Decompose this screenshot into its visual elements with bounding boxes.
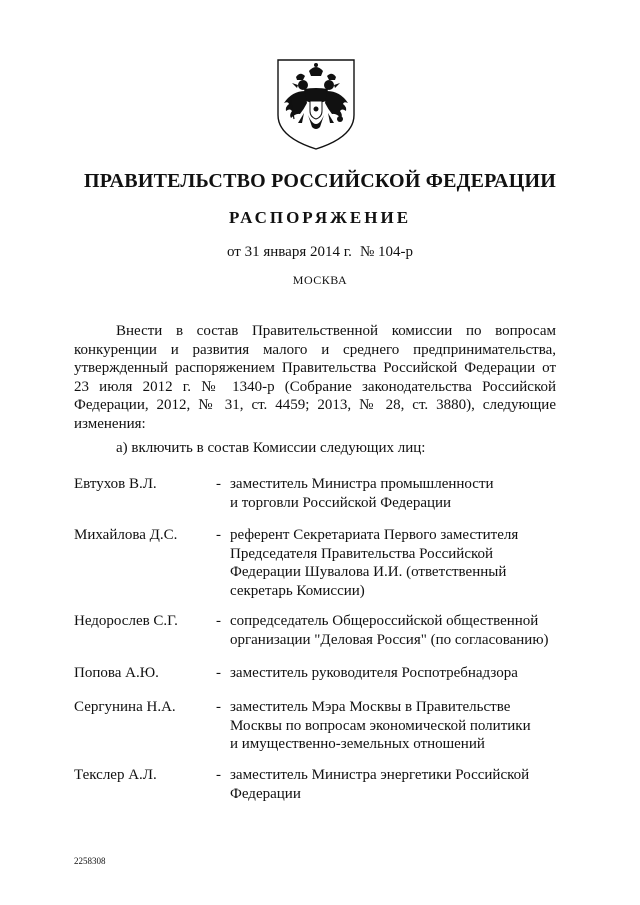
document-city: МОСКВА xyxy=(292,273,348,287)
member-role xyxy=(230,612,570,649)
member-role-line: сопредседатель Общероссийской общественной xyxy=(230,613,539,629)
member-role-line: и имущественно-земельных отношений xyxy=(230,736,485,752)
member-role xyxy=(230,766,570,803)
member-role xyxy=(230,698,570,754)
document-number: № 104-р xyxy=(359,244,413,260)
member-dash: - xyxy=(216,476,221,492)
member-name: Сергунина Н.А. xyxy=(74,699,176,715)
member-dash: - xyxy=(216,767,221,783)
document-date-line xyxy=(0,244,640,261)
member-role-line: референт Секретариата Первого заместителя xyxy=(230,527,519,543)
member-role xyxy=(230,526,570,600)
member-role-line: Москвы по вопросам экономической политики xyxy=(230,717,531,734)
member-role-line: организации "Деловая Россия" (по согласованию) xyxy=(230,631,549,648)
member-role-line: Председателя Правительства Российской xyxy=(230,545,494,562)
intro-paragraph: Внести в состав Правительственной комиссии по вопросам конкуренции и развития малого и среднего предпринимательства, утвержденный распоряжением Правительства Российской Федерации от 23 июля 2012 г. № 1340-р (Собрание законодательства Российской Федерации, 2012, № 31, ст. 4459; 2013, № 28, ст. 3880), следующие изменения: xyxy=(74,323,556,432)
member-role-line: секретарь Комиссии) xyxy=(230,582,365,599)
member-role xyxy=(230,664,570,683)
member-role-line: Федерации xyxy=(230,785,301,802)
member-dash: - xyxy=(216,527,221,543)
member-name: Попова А.Ю. xyxy=(74,665,159,681)
member-dash: - xyxy=(216,613,221,629)
member-name: Недорослев С.Г. xyxy=(74,613,178,629)
document-code: 2258308 xyxy=(74,856,106,866)
government-title: ПРАВИТЕЛЬСТВО РОССИЙСКОЙ ФЕДЕРАЦИИ xyxy=(84,170,556,192)
document-type: РАСПОРЯЖЕНИЕ xyxy=(228,208,412,227)
member-role-line: Федерации Шувалова И.И. (ответственный xyxy=(230,564,507,580)
member-role-line: заместитель руководителя Роспотребнадзора xyxy=(230,665,518,681)
member-name: Текслер А.Л. xyxy=(74,767,157,783)
subpoint-a: а) включить в состав Комиссии следующих лиц: xyxy=(116,440,426,456)
member-name: Евтухов В.Л. xyxy=(74,476,157,492)
member-dash: - xyxy=(216,699,221,715)
member-role-line: и торговли Российской Федерации xyxy=(230,494,452,511)
member-role-line: заместитель Мэра Москвы в Правительстве xyxy=(230,699,511,715)
member-role-line: заместитель Министра промышленности xyxy=(230,476,494,492)
member-name: Михайлова Д.С. xyxy=(74,527,178,543)
member-role xyxy=(230,475,570,512)
coat-of-arms-icon xyxy=(274,57,358,151)
member-dash: - xyxy=(216,665,221,681)
member-role-line: заместитель Министра энергетики Российской xyxy=(230,767,530,783)
document-date: от 31 января 2014 г. xyxy=(227,244,352,260)
